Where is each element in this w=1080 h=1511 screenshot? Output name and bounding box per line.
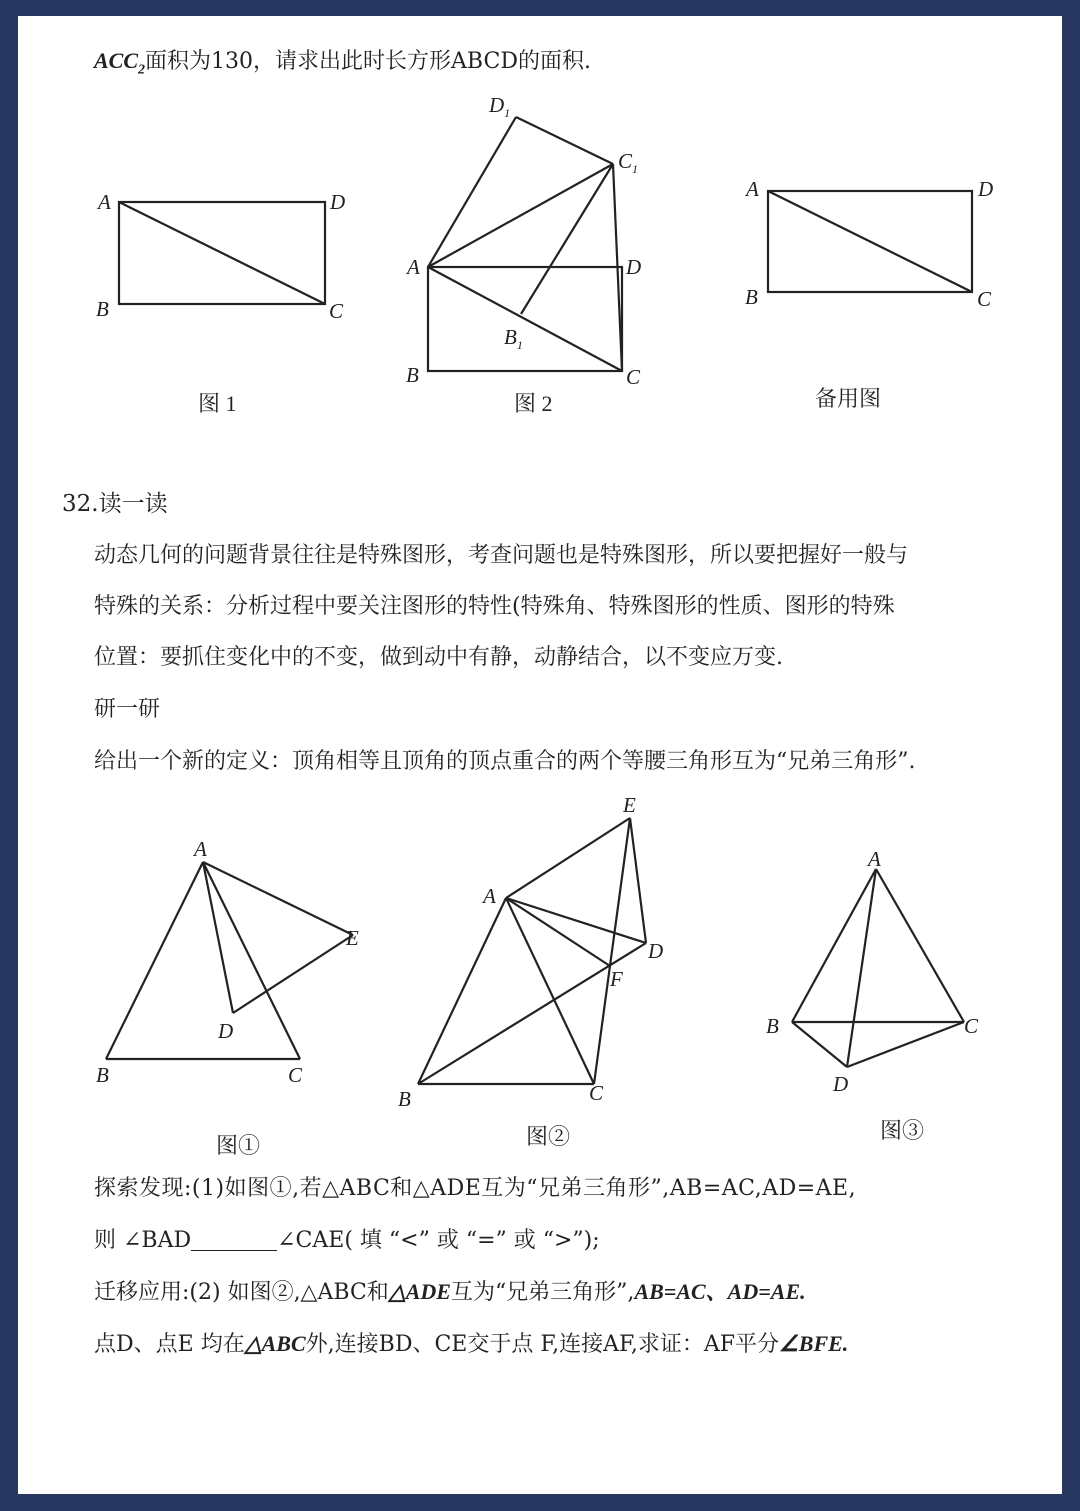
- q32-subheading: 研一研: [94, 697, 161, 722]
- c1-label-d: D: [218, 1019, 234, 1043]
- c3-label-d: D: [833, 1072, 849, 1096]
- q32-definition: 给出一个新的定义：顶角相等且顶角的顶点重合的两个等腰三角形互为“兄弟三角形”.: [94, 749, 916, 774]
- fig2-label-c1: $C_1$: [618, 149, 639, 176]
- fig3-caption: 备用图: [815, 386, 882, 411]
- c3-label-a: A: [868, 847, 881, 871]
- fig2-label-a: A: [407, 255, 420, 279]
- q32-paragraph-3: 位置：要抓住变化中的不变，做到动中有静，动静结合，以不变应万变.: [94, 645, 783, 670]
- fig3-label-a: A: [746, 177, 759, 201]
- fig2-label-d1: $D_1$: [489, 93, 511, 120]
- fig1-caption: 图 1: [198, 391, 237, 416]
- figure-circled-3: [792, 869, 964, 1067]
- explore-line-1: 探索发现:(1)如图①,若△ABC和△ADE互为“兄弟三角形”,AB=AC,AD=AE,: [94, 1176, 857, 1201]
- c2-caption: 图②: [526, 1124, 571, 1149]
- fig1-label-b: B: [96, 297, 109, 321]
- c1-label-e: E: [346, 926, 359, 950]
- fig2-label-c: C: [626, 365, 641, 389]
- q32-title: 32.读一读: [62, 491, 168, 517]
- explore-line-2: 则 ∠BAD ∠CAE( 填 “<” 或 “=” 或 “>”);: [94, 1228, 600, 1253]
- answer-blank[interactable]: [191, 1228, 277, 1251]
- fig3-label-b: B: [745, 285, 758, 309]
- c2-label-e: E: [623, 793, 636, 817]
- c1-label-c: C: [288, 1063, 303, 1087]
- fig2-label-d: D: [626, 255, 642, 279]
- c2-label-f: F: [610, 967, 623, 991]
- c3-label-c: C: [964, 1014, 979, 1038]
- c3-label-b: B: [766, 1014, 779, 1038]
- worksheet-page: [18, 16, 1062, 1494]
- c3-caption: 图③: [880, 1118, 925, 1143]
- fig3-label-d: D: [978, 177, 994, 201]
- figure-row-2: [18, 16, 1062, 1166]
- triangle-name: $ACC_2$: [94, 48, 146, 78]
- c2-label-d: D: [648, 939, 664, 963]
- fig1-label-c: C: [329, 299, 344, 323]
- figure-circled-2: [418, 818, 646, 1084]
- q31-tail-text: 面积为130，请求出此时长方形ABCD的面积.: [145, 49, 591, 74]
- c1-caption: 图①: [216, 1133, 261, 1158]
- fig2-label-b: B: [406, 363, 419, 387]
- fig1-label-a: A: [98, 190, 111, 214]
- explore-line-3: 迁移应用:(2) 如图②,△ABC和△ADE互为“兄弟三角形”,AB=AC、AD=AE.: [94, 1279, 806, 1305]
- fig2-caption: 图 2: [514, 391, 553, 416]
- c2-label-a: A: [483, 884, 496, 908]
- explore-line-4: 点D、点E 均在△ABC外,连接BD、CE交于点 F,连接AF,求证：AF平分∠BFE.: [94, 1331, 849, 1357]
- q32-paragraph-2: 特殊的关系：分析过程中要关注图形的特性(特殊角、特殊图形的性质、图形的特殊: [94, 594, 895, 619]
- c2-label-b: B: [398, 1087, 411, 1111]
- c1-label-a: A: [194, 837, 207, 861]
- c1-label-b: B: [96, 1063, 109, 1087]
- fig1-label-d: D: [330, 190, 346, 214]
- fig3-label-c: C: [977, 287, 992, 311]
- q32-paragraph-1: 动态几何的问题背景往往是特殊图形，考查问题也是特殊图形，所以要把握好一般与: [94, 543, 909, 568]
- fig2-label-b1: $B_1$: [504, 325, 523, 352]
- c2-label-c: C: [589, 1081, 604, 1105]
